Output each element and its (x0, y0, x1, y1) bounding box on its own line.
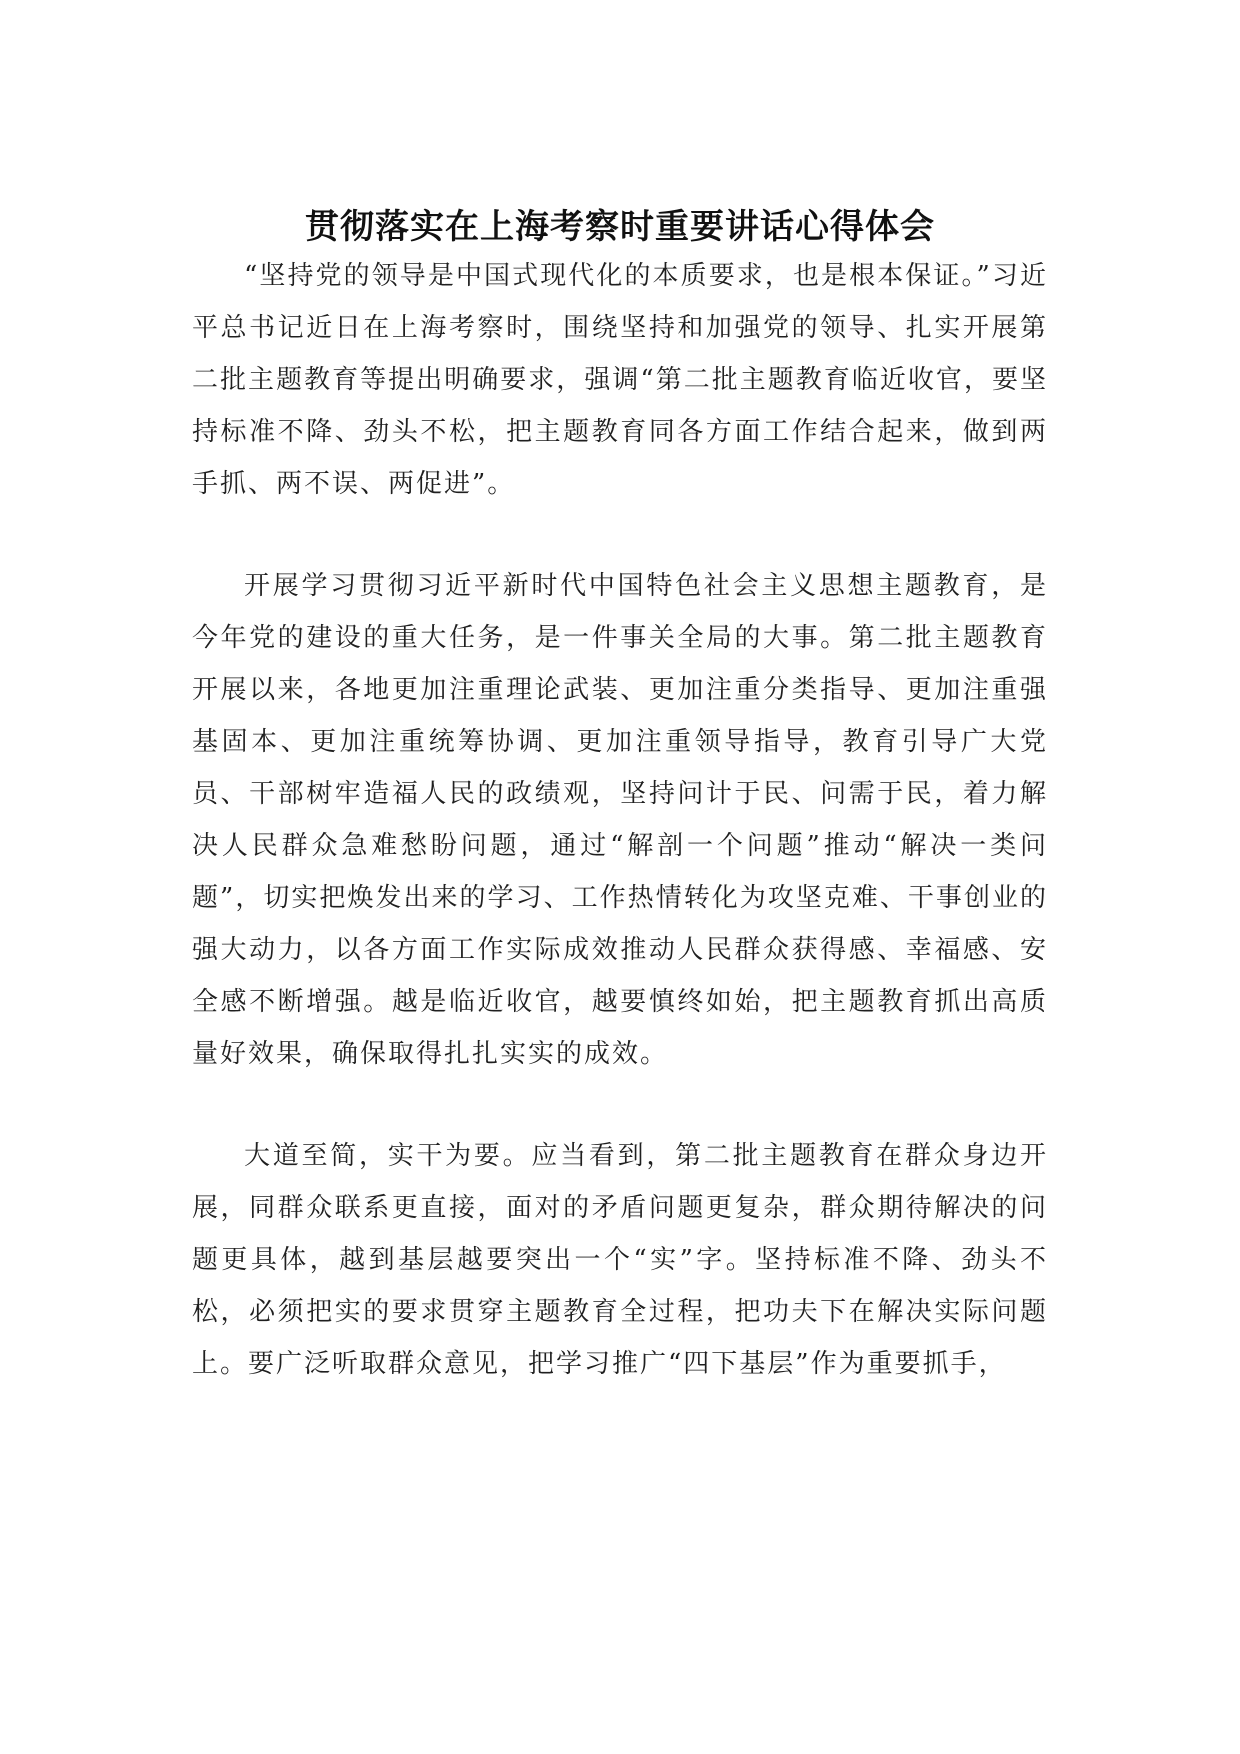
paragraph: 开展学习贯彻习近平新时代中国特色社会主义思想主题教育，是今年党的建设的重大任务，是一件事关全局的大事。第二批主题教育开展以来，各地更加注重理论武装、更加注重分类指导、更加注重强基固本、更加注重统筹协调、更加注重领导指导，教育引导广大党员、干部树牢造福人民的政绩观，坚持问计于民、问需于民，着力解决人民群众急难愁盼问题，通过“解剖一个问题”推动“解决一类问题”，切实把焕发出来的学习、工作热情转化为攻坚克难、干事创业的强大动力，以各方面工作实际成效推动人民群众获得感、幸福感、安全感不断增强。越是临近收官，越要慎终如始，把主题教育抓出高质量好效果，确保取得扎扎实实的成效。 (192, 571, 1048, 1069)
paragraph: 大道至简，实干为要。应当看到，第二批主题教育在群众身边开展，同群众联系更直接，面对的矛盾问题更复杂，群众期待解决的问题更具体，越到基层越要突出一个“实”字。坚持标准不降、劲头不松，必须把实的要求贯穿主题教育全过程，把功夫下在解决实际问题上。要广泛听取群众意见，把学习推广“四下基层”作为重要抓手， (192, 1141, 1048, 1379)
document-title: 贯彻落实在上海考察时重要讲话心得体会 (305, 206, 935, 247)
document-body (192, 250, 1048, 1440)
paragraph: “坚持党的领导是中国式现代化的本质要求，也是根本保证。”习近平总书记近日在上海考察时，围绕坚持和加强党的领导、扎实开展第二批主题教育等提出明确要求，强调“第二批主题教育临近收官，要坚持标准不降、劲头不松，把主题教育同各方面工作结合起来，做到两手抓、两不误、两促进”。 (192, 261, 1048, 499)
